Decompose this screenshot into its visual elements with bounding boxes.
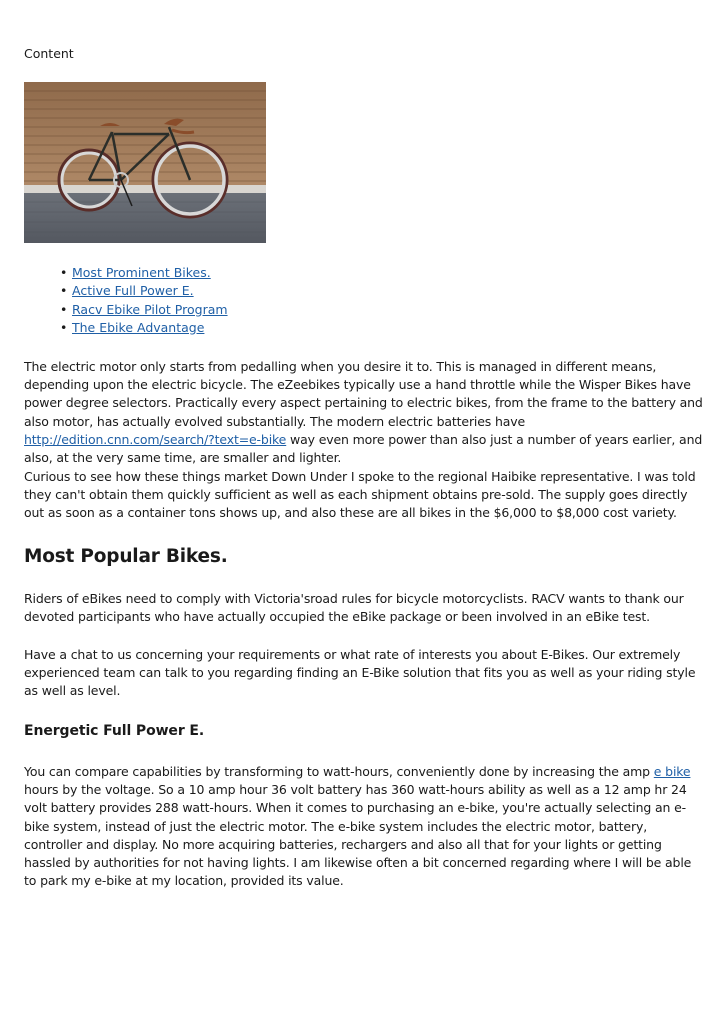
paragraph-have-a-chat: Have a chat to us concerning your requirements or what rate of interests you about E-Bikes. Our extremely experienced team can talk to you regarding finding an E-Bike solution that fits you as well as your riding style as well as level. — [24, 647, 696, 699]
cnn-search-link[interactable]: http://edition.cnn.com/search/?text=e-bike — [24, 431, 287, 447]
toc-item — [60, 264, 228, 282]
paragraph-text: You can compare capabilities by transforming to watt-hours, conveniently done by increasing the amp — [24, 764, 654, 779]
toc-link-most-prominent-bikes[interactable]: Most Prominent Bikes. — [72, 265, 211, 280]
paragraph-text: hours by the voltage. So a 10 amp hour 36 volt battery has 360 watt-hours ability as well as a 12 amp hr 24 volt battery provides 288 watt-hours. When it comes to purchasing an e-bike, you're actually selecting an e-bike system, instead of just the electric motor. The e-bike system includes the electric motor, battery, controller and display. No more acquiring batteries, rechargers and also all that for your lights or getting hassled by authorities for not having lights. I am likewise often a bit concerned regarding where I will be able to park my e-bike at my location, provided its value. — [24, 782, 692, 889]
paragraph-electric-motor — [24, 358, 704, 467]
paragraph-riders: Riders of eBikes need to comply with Victoria'sroad rules for bicycle motorcyclists. RACV wants to thank our devoted participants who have actually occupied the eBike package or been involved in an eBike test. — [24, 591, 684, 625]
paragraph-down-under: Curious to see how these things market Down Under I spoke to the regional Haibike representative. I was told they can't obtain them quickly sufficient as well as each shipment obtains pre-sold. The supply goes directly out as soon as a container tons shows up, and also these are all bikes in the $6,000 to $8,000 cost variety. — [24, 469, 696, 521]
e-bike-link[interactable]: e bike — [653, 764, 691, 779]
heading-energetic-full-power: Energetic Full Power E. — [24, 723, 205, 739]
toc-item — [60, 282, 228, 300]
toc-item — [60, 319, 228, 337]
content-label: Content — [24, 46, 74, 61]
toc-link-racv-ebike-pilot[interactable]: Racv Ebike Pilot Program — [72, 301, 228, 317]
heading-most-popular-bikes: Most Popular Bikes. — [24, 546, 228, 567]
bicycle-photo-icon — [24, 82, 266, 243]
paragraph-compare-capabilities — [24, 763, 704, 890]
table-of-contents — [60, 264, 228, 337]
toc-link-ebike-advantage[interactable]: The Ebike Advantage — [72, 319, 205, 335]
toc-item — [60, 301, 228, 319]
toc-link-active-full-power[interactable]: Active Full Power E. — [72, 283, 194, 299]
hero-image — [24, 82, 266, 243]
paragraph-text: way even more power than also just a number of years earlier, and also, at the very same time, are smaller and lighter. — [24, 431, 703, 466]
paragraph-text: The electric motor only starts from pedalling when you desire it to. This is managed in different means, depending upon the electric bicycle. The eZeebikes typically use a hand throttle while the Wisper Bikes have power degree selectors. Practically every aspect pertaining to electric bikes, from the frame to the battery and also motor, has actually evolved substantially. The modern electric batteries have — [24, 359, 703, 429]
